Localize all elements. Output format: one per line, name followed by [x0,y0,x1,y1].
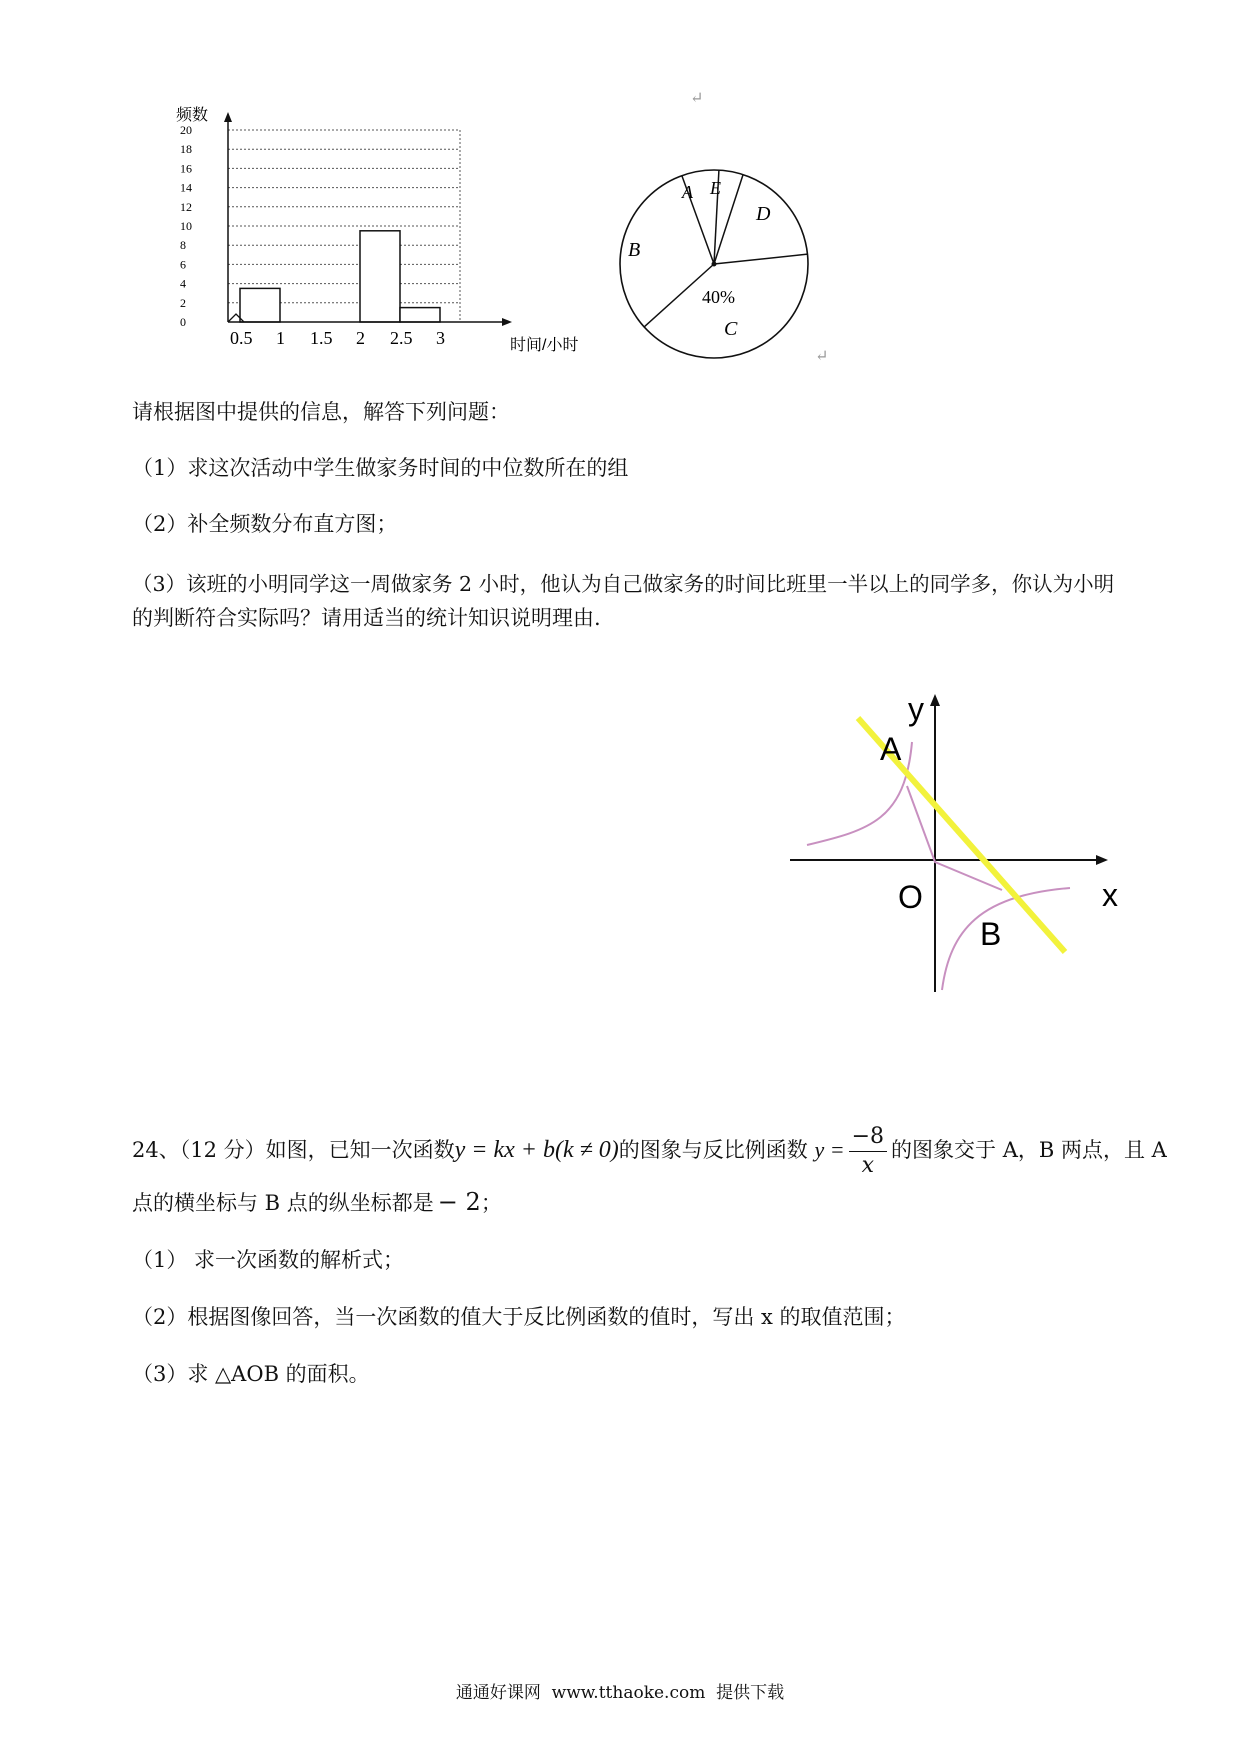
histogram-y-tick-label: 6 [180,257,186,272]
histogram-y-tick-label: 16 [180,161,192,176]
pie-center [712,262,717,267]
inverse-function-lhs: y = [814,1137,845,1162]
pie-label-e: E [710,178,721,198]
y-axis-arrow [224,112,232,122]
histogram-y-tick-label: 12 [180,199,192,214]
histogram-bar [240,288,280,322]
histogram-y-tick-label: 4 [180,276,186,291]
pie-chart [610,160,830,370]
fraction-numerator: −8 [849,1123,887,1152]
graph-point-a-label: A [880,731,902,767]
graph-y-axis-arrow [930,694,940,706]
question-24-line-1 [132,1120,1167,1180]
histogram-x-tick-label: 0.5 [230,328,253,348]
histogram-x-axis-label: 时间/小时 [510,337,579,354]
linear-function-formula: y = kx + b(k ≠ 0) [454,1137,619,1163]
page-footer: 通通好课网 www.tthaoke.com 提供下载 [455,1683,785,1703]
question-24-part-1: （1） 求一次函数的解析式； [132,1248,405,1272]
histogram-y-tick-label: 10 [180,219,192,233]
graph-y-label: y [908,691,924,727]
graph-point-b-label: B [980,916,1002,952]
x-axis-arrow [502,318,512,326]
return-mark: ↵ [815,346,829,365]
question-1: （1）求这次活动中学生做家务时间的中位数所在的组 [132,456,629,480]
pie-label-b: B [628,239,641,261]
pie-slice-boundary [714,254,807,264]
q24-value: − 2 [437,1188,481,1216]
pie-label-a: A [682,182,693,202]
triangle-aob [907,786,1002,890]
question-intro: 请根据图中提供的信息，解答下列问题： [132,400,510,424]
frequency-histogram [160,100,600,370]
pie-label-c: C [724,318,738,340]
q24-text-5: ； [480,1191,502,1215]
graph-x-axis-arrow [1096,855,1108,865]
histogram-y-tick-label: 2 [180,295,186,310]
histogram-y-tick-label: 14 [180,180,192,195]
pie-label-d: D [756,203,771,225]
question-3-line-2: 的判断符合实际吗？请用适当的统计知识说明理由. [132,606,601,630]
histogram-x-tick-label: 1 [276,328,285,348]
histogram-x-tick-label: 1.5 [310,328,333,348]
graph-x-label: x [1102,877,1118,913]
graph-origin-label: O [898,879,923,915]
q24-text-2: 的图象与反比例函数 [618,1138,808,1162]
histogram-y-axis-label: 频数 [176,107,209,124]
question-2: （2）补全频数分布直方图； [132,512,398,536]
histogram-bar [360,231,400,322]
histogram-y-tick-labels [180,123,192,329]
histogram-x-tick-labels [230,328,445,348]
histogram-y-tick-label: 20 [180,123,192,137]
histogram-bars [240,231,440,322]
histogram-y-tick-label: 0 [180,315,186,329]
fraction-denominator: x [861,1153,875,1178]
question-24-line-2 [132,1185,502,1220]
histogram-y-tick-label: 8 [180,238,186,253]
q24-text-1: 24、（12 分）如图，已知一次函数 [132,1138,455,1162]
return-mark: ↵ [690,88,704,107]
question-24-part-2: （2）根据图像回答，当一次函数的值大于反比例函数的值时，写出 x 的取值范围； [132,1305,906,1329]
function-graph [780,680,1140,1000]
histogram-bar [400,308,440,322]
histogram-x-tick-label: 3 [436,328,445,348]
question-3-line-1: （3）该班的小明同学这一周做家务 2 小时，他认为自己做家务的时间比班里一半以上的同学多，你认为小明 [132,572,1115,596]
histogram-x-tick-label: 2 [356,328,365,348]
q24-text-4: 点的横坐标与 B 点的纵坐标都是 [132,1191,434,1215]
histogram-x-tick-label: 2.5 [390,328,413,348]
pie-percent-label: 40% [702,287,735,307]
q24-text-3: 的图象交于 A，B 两点，且 A [891,1138,1167,1162]
question-24-part-3: （3）求 △AOB 的面积。 [132,1362,370,1386]
histogram-y-tick-label: 18 [180,142,192,157]
inverse-function-fraction [849,1123,887,1180]
